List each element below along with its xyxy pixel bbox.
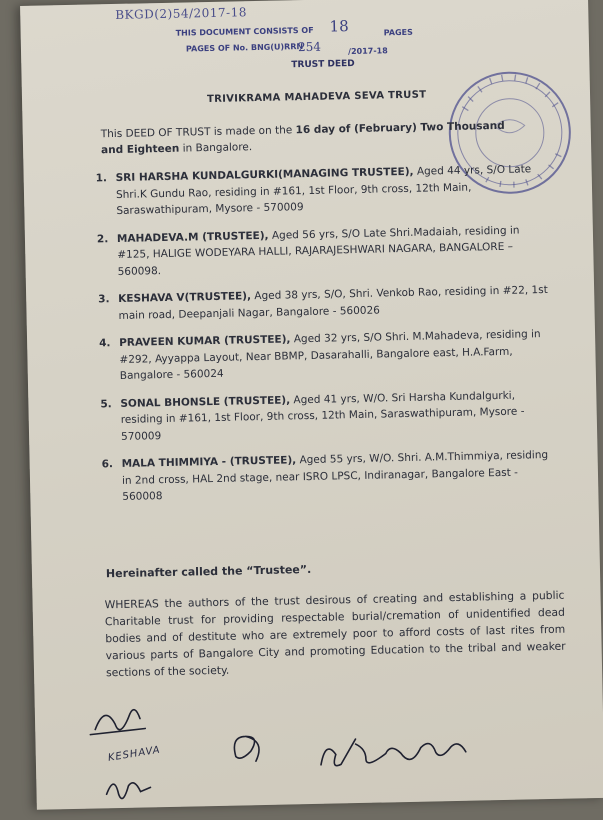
signature-keshava-scrawl — [106, 782, 150, 798]
signature-label-keshava: KESHAVA — [107, 744, 162, 764]
signature-area — [65, 684, 587, 815]
trustee-details: Aged 41 yrs, W/O. Sri Harsha Kundalgurki, residing in #161, 1st Floor, 9th cross, 12th Main, Saraswathipuram, Mysore - 570009 — [120, 389, 525, 443]
hereinafter-line: Hereinafter called the “Trustee”. — [105, 562, 312, 581]
signature-1 — [90, 709, 145, 734]
list-number: 1. — [95, 172, 108, 185]
stamp-year: /2017-18 — [347, 46, 388, 57]
list-item — [96, 221, 548, 279]
list-number: 3. — [98, 293, 110, 306]
intro-pre: This DEED OF TRUST is made on the — [100, 124, 296, 141]
trustee-name: MAHADEVA.M (TRUSTEE), — [116, 229, 269, 245]
signature-3 — [320, 737, 466, 766]
trustee-name: KESHAVA V(TRUSTEE), — [118, 290, 252, 305]
list-number: 6. — [101, 458, 114, 471]
signature-2 — [234, 736, 259, 762]
trustee-name: MALA THIMMIYA - (TRUSTEE), — [121, 454, 297, 470]
whereas-paragraph: WHEREAS the authors of the trust desirous of creating and establishing a public Charitable trust for providing respectable burial/cremation of unidentified dead bodies and of destitute who are extremely poor to afford costs of last rites from various parts of Bangalore City and promoting Education to the tribal and weaker sections of the society. — [104, 588, 566, 680]
list-item — [95, 161, 547, 219]
stamp-trust-deed: TRUST DEED — [291, 58, 355, 71]
stamp-registration-number: 254 — [297, 39, 322, 55]
trustee-name: SRI HARSHA KUNDALGURKI(MANAGING TRUSTEE), — [115, 165, 414, 184]
trustee-details: Aged 55 yrs, W/O. Shri. A.M.Thimmiya, residing in 2nd cross, HAL 2nd stage, near ISRO LPSC, Indiranagar, Bangalore East - 560008 — [121, 448, 549, 503]
intro-post: in Bangalore. — [179, 141, 253, 155]
trustee-details: Aged 44 yrs, S/O Late Shri.K Gundu Rao, residing in #161, 1st Floor, 9th cross, 12th Main, Saraswathipuram, Mysore - 570009 — [115, 163, 532, 217]
list-item — [99, 326, 550, 384]
trustee-details: Aged 32 yrs, S/O Shri. M.Mahadeva, residing in #292, Ayyappa Layout, Near BBMP, Dasarahalli, Bangalore east, H.A.Farm, Bangalore - 560024 — [119, 328, 541, 382]
trustee-name: PRAVEEN KUMAR (TRUSTEE), — [119, 333, 291, 349]
list-number: 4. — [99, 337, 111, 350]
trust-name-title: TRIVIKRAMA MAHADEVA SEVA TRUST — [206, 89, 427, 106]
trustee-details: Aged 38 yrs, S/O, Shri. Venkob Rao, residing in #22, 1st main road, Deepanjali Nagar, Bangalore - 560026 — [118, 283, 548, 322]
trustee-details: Aged 56 yrs, S/O Late Shri.Madaiah, residing in #125, HALIGE WODEYARA HALLI, RAJARAJESHWARI NAGARA, BANGALORE – 560098. — [117, 224, 520, 278]
trustee-list — [95, 161, 553, 505]
stamp-pages-of: PAGES OF No. BNG(U)RRN — [185, 42, 304, 54]
trustee-name: SONAL BHONSLE (TRUSTEE), — [120, 393, 291, 410]
list-item — [101, 447, 553, 505]
intro-date: 16 day of (February) Two Thousand and Eighteen — [100, 119, 505, 157]
stamp-pages-word: PAGES — [383, 27, 413, 38]
document-page — [20, 0, 603, 810]
stamp-consists-of: THIS DOCUMENT CONSISTS OF — [175, 25, 314, 38]
registration-stamp — [115, 1, 426, 77]
stamp-handwritten-ref: BKGD(2)54/2017-18 — [115, 5, 248, 22]
list-number: 5. — [100, 397, 112, 410]
list-number: 2. — [96, 232, 109, 245]
stamp-pages-number: 18 — [329, 17, 349, 36]
list-item — [100, 386, 551, 444]
